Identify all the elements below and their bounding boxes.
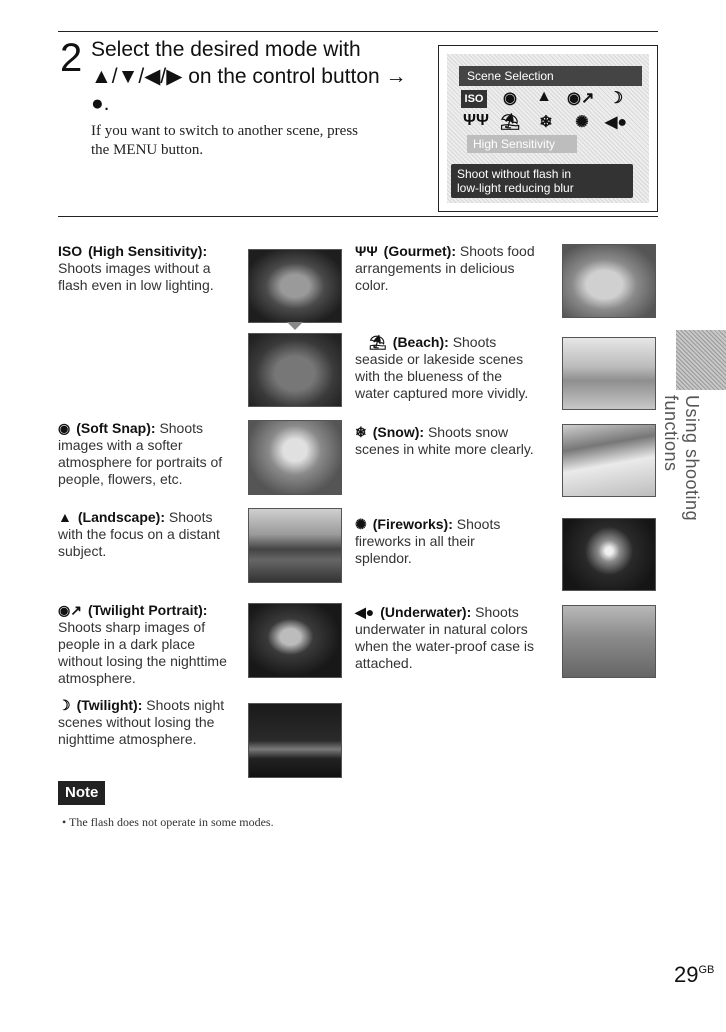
gourmet-line2: color.	[355, 277, 389, 293]
soft-snap-line2: atmosphere for portraits of	[58, 454, 223, 470]
high-sensitivity-line2: flash even in low lighting.	[58, 277, 214, 293]
section-rule	[58, 216, 658, 217]
twilight-title: (Twilight):	[76, 697, 143, 713]
fireworks-photo	[562, 518, 656, 591]
beach-line3: water captured more vividly.	[355, 385, 529, 401]
beach-first: Shoots	[452, 334, 497, 350]
lcd-message-line1: Shoot without flash in	[457, 167, 572, 181]
high-sensitivity-title: (High Sensitivity):	[88, 243, 208, 259]
underwater-photo	[562, 605, 656, 678]
step-title-line3: ●.	[91, 92, 110, 115]
beach-icon: ⛱	[369, 334, 387, 350]
lcd-message	[451, 164, 633, 198]
snow-first: Shoots snow	[427, 424, 509, 440]
soft-snap-first: Shoots	[159, 420, 204, 436]
lcd-soft-snap-icon: ◉	[503, 90, 517, 107]
underwater-line3: attached.	[355, 655, 413, 671]
twilight-portrait-line3: without losing the nighttime	[58, 653, 227, 669]
twilight-portrait-title: (Twilight Portrait):	[87, 602, 208, 618]
landscape-line2: subject.	[58, 543, 107, 559]
gourmet-title: (Gourmet):	[383, 243, 456, 259]
page-number	[674, 962, 714, 988]
entry-soft-snap	[58, 420, 244, 488]
beach-photo	[562, 337, 656, 410]
down-arrow-icon	[287, 322, 303, 330]
beach-title: (Beach):	[392, 334, 449, 350]
lcd-gourmet-icon: ΨΨ	[463, 112, 489, 129]
lcd-message-line2: low-light reducing blur	[457, 181, 574, 195]
step-title-line1: Select the desired mode with	[91, 38, 361, 61]
underwater-icon: ◀●	[355, 604, 375, 620]
lcd-landscape-icon: ▲	[536, 88, 552, 105]
twilight-portrait-line4: atmosphere.	[58, 670, 136, 686]
twilight-photo	[248, 703, 342, 778]
fireworks-first: Shoots	[456, 516, 501, 532]
beach-line1: seaside or lakeside scenes	[355, 351, 524, 367]
high-sensitivity-photo-bright	[248, 333, 342, 407]
underwater-title: (Underwater):	[380, 604, 472, 620]
twilight-portrait-photo	[248, 603, 342, 678]
lcd-screen	[438, 45, 658, 212]
lcd-twilight-portrait-icon: ◉↗	[567, 90, 595, 107]
twilight-portrait-icon: ◉↗	[58, 602, 82, 618]
underwater-line2: when the water-proof case is	[355, 638, 534, 654]
gourmet-first: Shoots food	[459, 243, 535, 259]
high-sensitivity-icon: ISO	[58, 243, 83, 259]
entry-underwater	[355, 604, 565, 672]
top-rule	[58, 31, 658, 32]
landscape-first: Shoots	[168, 509, 213, 525]
landscape-photo	[248, 508, 342, 583]
note-text: • The flash does not operate in some modes.	[62, 815, 274, 829]
landscape-line1: with the focus on a distant	[58, 526, 220, 542]
gourmet-icon: ΨΨ	[355, 243, 378, 259]
lcd-beach-icon: ⛱	[499, 114, 521, 131]
lcd-iso-icon: ISO	[461, 90, 487, 108]
side-tab	[676, 330, 726, 390]
snow-title: (Snow):	[372, 424, 425, 440]
underwater-first: Shoots	[475, 604, 519, 620]
gourmet-line1: arrangements in delicious	[355, 260, 515, 276]
fireworks-title: (Fireworks):	[372, 516, 453, 532]
lcd-selected-label: High Sensitivity	[467, 135, 577, 153]
landscape-title: (Landscape):	[77, 509, 165, 525]
step-title-line2: ▲/▼/◀/▶ on the control button →	[91, 65, 407, 88]
side-tab-label: Using shooting functions	[661, 395, 702, 522]
note-badge: Note	[58, 781, 105, 805]
page-number-value: 29	[674, 962, 699, 987]
twilight-portrait-line2: people in a dark place	[58, 636, 195, 652]
lcd-underwater-icon: ◀●	[605, 114, 627, 131]
snow-photo	[562, 424, 656, 497]
high-sensitivity-line1: Shoots images without a	[58, 260, 211, 276]
fireworks-line2: splendor.	[355, 550, 412, 566]
entry-high-sensitivity	[58, 243, 238, 294]
step-number: 2	[60, 36, 83, 80]
soft-snap-icon: ◉	[58, 420, 71, 436]
snow-icon: ❄	[355, 424, 367, 440]
twilight-portrait-line1: Shoots sharp images of	[58, 619, 206, 635]
entry-fireworks	[355, 516, 560, 567]
entry-landscape	[58, 509, 244, 560]
soft-snap-line3: people, flowers, etc.	[58, 471, 183, 487]
entry-gourmet	[355, 243, 555, 294]
snow-line1: scenes in white more clearly.	[355, 441, 534, 457]
step-body-line1: If you want to switch to another scene, press	[91, 123, 359, 139]
beach-line2: with the blueness of the	[355, 368, 503, 384]
twilight-line2: nighttime atmosphere.	[58, 731, 197, 747]
page-number-suffix: GB	[698, 964, 715, 976]
entry-beach	[355, 334, 560, 402]
twilight-icon: ☽	[58, 697, 71, 713]
lcd-twilight-icon: ☽	[608, 90, 624, 107]
high-sensitivity-photo-dark	[248, 249, 342, 323]
lcd-snow-icon: ❄	[539, 114, 553, 131]
fireworks-icon: ✺	[355, 516, 367, 532]
soft-snap-photo	[248, 420, 342, 495]
lcd-header: Scene Selection	[459, 66, 642, 86]
step-body-line2: the MENU button.	[91, 142, 204, 158]
landscape-icon: ▲	[58, 509, 72, 525]
lcd-fireworks-icon: ✺	[575, 114, 589, 131]
twilight-line1: scenes without losing the	[58, 714, 215, 730]
underwater-line1: underwater in natural colors	[355, 621, 528, 637]
soft-snap-line1: images with a softer	[58, 437, 183, 453]
entry-snow	[355, 424, 560, 458]
entry-twilight-portrait	[58, 602, 244, 687]
fireworks-line1: fireworks in all their	[355, 533, 475, 549]
gourmet-photo	[562, 244, 656, 318]
entry-twilight	[58, 697, 244, 748]
soft-snap-title: (Soft Snap):	[76, 420, 156, 436]
twilight-first: Shoots night	[146, 697, 225, 713]
